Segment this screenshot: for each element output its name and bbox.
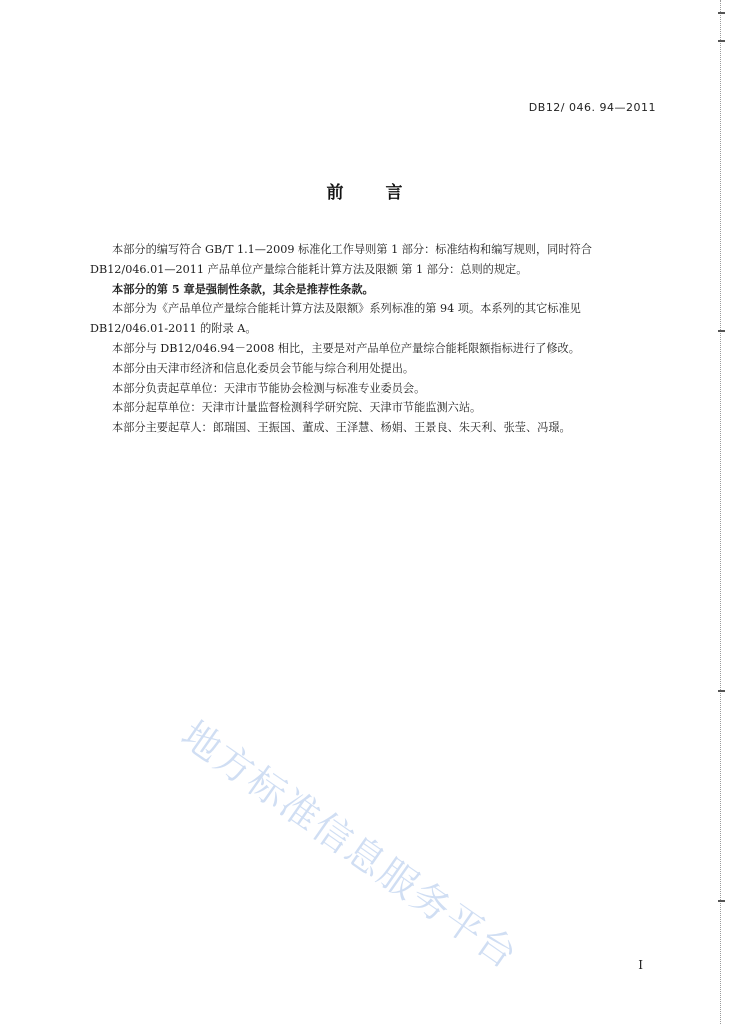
watermark: 地方标准信息服务平台 <box>173 712 527 978</box>
paragraph-5: 本部分由天津市经济和信息化委员会节能与综合利用处提出。 <box>112 361 415 375</box>
paragraph-1-line-1: 本部分的编写符合 GB/T 1.1—2009 标准化工作导则第 1 部分：标准结构和编写规则，同时符合 <box>112 243 592 256</box>
title-char-1: 前 <box>326 183 344 203</box>
scan-edge-mark <box>718 330 725 332</box>
document-code: DB12/ 046. 94—2011 <box>528 101 656 114</box>
scan-edge-mark <box>718 40 725 42</box>
scan-edge-line <box>720 0 721 1024</box>
paragraph-1-line-2: DB12/046.01—2011 产品单位产量综合能耗计算方法及限额 第 1 部分：总则的规定。 <box>90 262 528 276</box>
title-char-2: 言 <box>385 183 403 203</box>
scan-edge-mark <box>718 690 725 692</box>
scan-edge-mark <box>718 900 725 902</box>
paragraph-6: 本部分负责起草单位：天津市节能协会检测与标准专业委员会。 <box>112 381 426 395</box>
paragraph-3-line-1: 本部分为《产品单位产量综合能耗计算方法及限额》系列标准的第 94 项。本系列的其它标准见 <box>112 302 581 316</box>
paragraph-7: 本部分起草单位：天津市计量监督检测科学研究院、天津市节能监测六站。 <box>112 401 482 415</box>
paragraph-2: 本部分的第 5 章是强制性条款，其余是推荐性条款。 <box>112 281 374 296</box>
page-number: I <box>638 958 643 972</box>
paragraph-4: 本部分与 DB12/046.94－2008 相比，主要是对产品单位产量综合能耗限额指标进行了修改。 <box>112 341 580 355</box>
paragraph-3-line-2: DB12/046.01-2011 的附录 A。 <box>90 322 257 336</box>
page-title <box>0 178 729 203</box>
paragraph-8: 本部分主要起草人：郎瑞国、王振国、董成、王泽慧、杨娟、王景良、朱天利、张莹、冯璟。 <box>112 421 571 435</box>
scan-edge-mark <box>718 12 725 14</box>
foreword-body <box>90 240 660 438</box>
